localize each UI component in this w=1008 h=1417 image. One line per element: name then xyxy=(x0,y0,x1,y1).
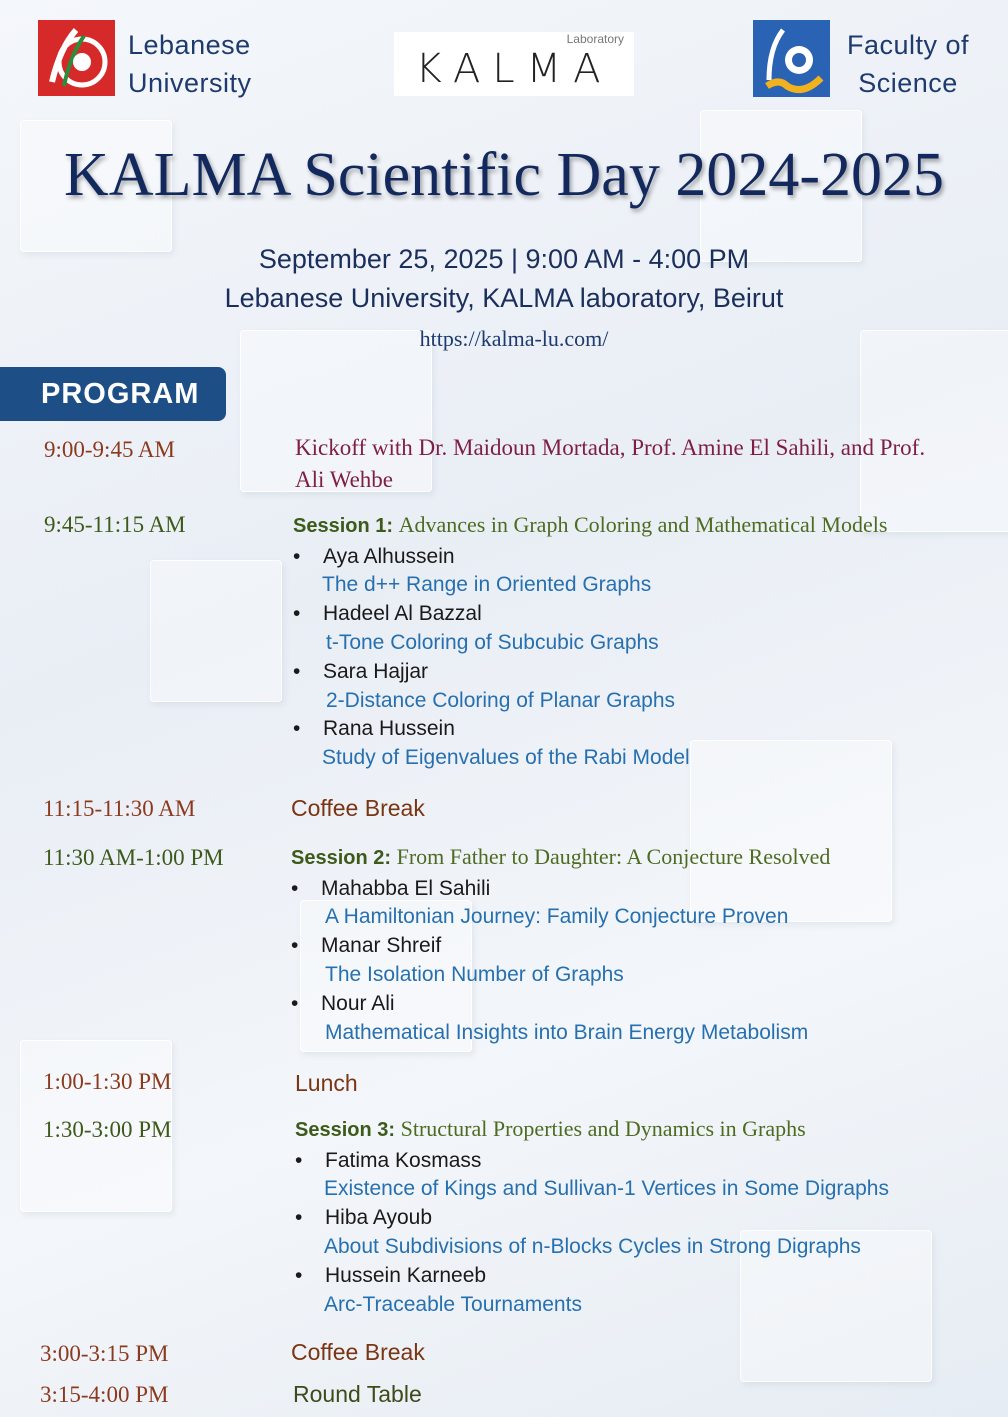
speaker-name: Rana Hussein xyxy=(323,717,455,740)
faculty-line2: Science xyxy=(858,68,958,98)
event-date-time: September 25, 2025 | 9:00 AM - 4:00 PM xyxy=(258,244,750,274)
website-link[interactable]: https://kalma-lu.com/ xyxy=(419,326,609,351)
talk-title: Mathematical Insights into Brain Energy Metabolism xyxy=(325,1021,809,1044)
talk-title: The d++ Range in Oriented Graphs xyxy=(322,573,652,596)
coffee-break-2-time: 3:00-3:15 PM xyxy=(40,1341,169,1366)
bullet: • xyxy=(295,1206,303,1229)
bullet: • xyxy=(291,934,299,957)
speaker-name: Hiba Ayoub xyxy=(325,1206,433,1229)
kickoff-text: Kickoff with Dr. Maidoun Mortada, Prof. Amine El Sahili, and Prof. Ali Wehbe xyxy=(295,435,926,492)
speaker-name: Aya Alhussein xyxy=(323,545,455,568)
talk-title: t-Tone Coloring of Subcubic Graphs xyxy=(326,631,659,654)
talk-title: The Isolation Number of Graphs xyxy=(325,963,624,986)
round-table-label: Round Table xyxy=(293,1381,422,1407)
bullet: • xyxy=(293,717,301,740)
speaker xyxy=(293,602,482,626)
lebanese-university-line1: Lebanese xyxy=(128,30,251,60)
faculty-line1: Faculty of xyxy=(846,30,970,60)
bullet: • xyxy=(295,1264,303,1287)
background-tile xyxy=(860,330,1008,532)
session3-label: Session 3: xyxy=(295,1119,396,1141)
faculty-of-science-name xyxy=(840,26,976,102)
speaker xyxy=(291,877,491,901)
program-heading: PROGRAM xyxy=(0,367,226,421)
kalma-laboratory-tag: Laboratory xyxy=(566,32,624,46)
speaker xyxy=(295,1149,482,1173)
speaker-name: Fatima Kosmass xyxy=(325,1149,482,1172)
kalma-laboratory-logo xyxy=(394,32,634,96)
bullet: • xyxy=(291,877,299,900)
coffee-break-2-label: Coffee Break xyxy=(291,1339,425,1365)
session3-title: Structural Properties and Dynamics in Graphs xyxy=(400,1116,806,1141)
talk-title: A Hamiltonian Journey: Family Conjecture Proven xyxy=(325,905,789,928)
speaker xyxy=(293,717,455,741)
speaker xyxy=(291,934,442,958)
talk-title: Arc-Traceable Tournaments xyxy=(324,1293,582,1316)
coffee-break-1-label: Coffee Break xyxy=(291,795,425,821)
talk-title: Existence of Kings and Sullivan-1 Vertices in Some Digraphs xyxy=(324,1177,889,1200)
speaker xyxy=(295,1264,487,1288)
round-table-time: 3:15-4:00 PM xyxy=(40,1382,169,1407)
kickoff-time: 9:00-9:45 AM xyxy=(44,437,175,462)
speaker-name: Sara Hajjar xyxy=(323,660,429,683)
session1-title: Advances in Graph Coloring and Mathematical Models xyxy=(398,512,888,537)
event-location: Lebanese University, KALMA laboratory, Beirut xyxy=(224,283,784,313)
session2-label: Session 2: xyxy=(291,847,392,869)
lebanese-university-logo xyxy=(38,20,115,96)
session2-title: From Father to Daughter: A Conjecture Resolved xyxy=(396,844,831,869)
page-title: KALMA Scientific Day 2024-2025 xyxy=(64,141,944,209)
speaker-name: Hussein Karneeb xyxy=(325,1264,487,1287)
talk-title: Study of Eigenvalues of the Rabi Model xyxy=(322,746,690,769)
lebanese-university-name xyxy=(128,26,252,102)
speaker-name: Nour Ali xyxy=(321,992,395,1015)
session1-heading xyxy=(293,512,887,538)
speaker-name: Manar Shreif xyxy=(321,934,442,957)
bullet: • xyxy=(291,992,299,1015)
kalma-wordmark: KALMA xyxy=(415,46,613,92)
session1-time: 9:45-11:15 AM xyxy=(44,512,186,537)
lebanese-university-line2: University xyxy=(128,68,252,98)
bullet: • xyxy=(295,1149,303,1172)
session1-label: Session 1: xyxy=(293,515,394,537)
speaker xyxy=(291,992,395,1016)
speaker xyxy=(293,660,429,684)
bullet: • xyxy=(293,660,301,683)
background-tile xyxy=(690,740,892,922)
speaker xyxy=(295,1206,433,1230)
talk-title: About Subdivisions of n-Blocks Cycles in Strong Digraphs xyxy=(324,1235,861,1258)
speaker-name: Mahabba El Sahili xyxy=(321,877,491,900)
bullet: • xyxy=(293,602,301,625)
lunch-label: Lunch xyxy=(295,1070,358,1096)
faculty-of-science-logo xyxy=(753,20,830,97)
session2-time: 11:30 AM-1:00 PM xyxy=(43,845,224,870)
session3-heading xyxy=(295,1116,806,1142)
speaker xyxy=(293,545,455,569)
talk-title: 2-Distance Coloring of Planar Graphs xyxy=(326,689,676,712)
speaker-name: Hadeel Al Bazzal xyxy=(323,602,482,625)
coffee-break-1-time: 11:15-11:30 AM xyxy=(43,796,196,821)
bullet: • xyxy=(293,545,301,568)
background-tile xyxy=(150,560,282,702)
lunch-time: 1:00-1:30 PM xyxy=(43,1069,172,1094)
session2-heading xyxy=(291,844,830,870)
session3-time: 1:30-3:00 PM xyxy=(43,1117,172,1142)
